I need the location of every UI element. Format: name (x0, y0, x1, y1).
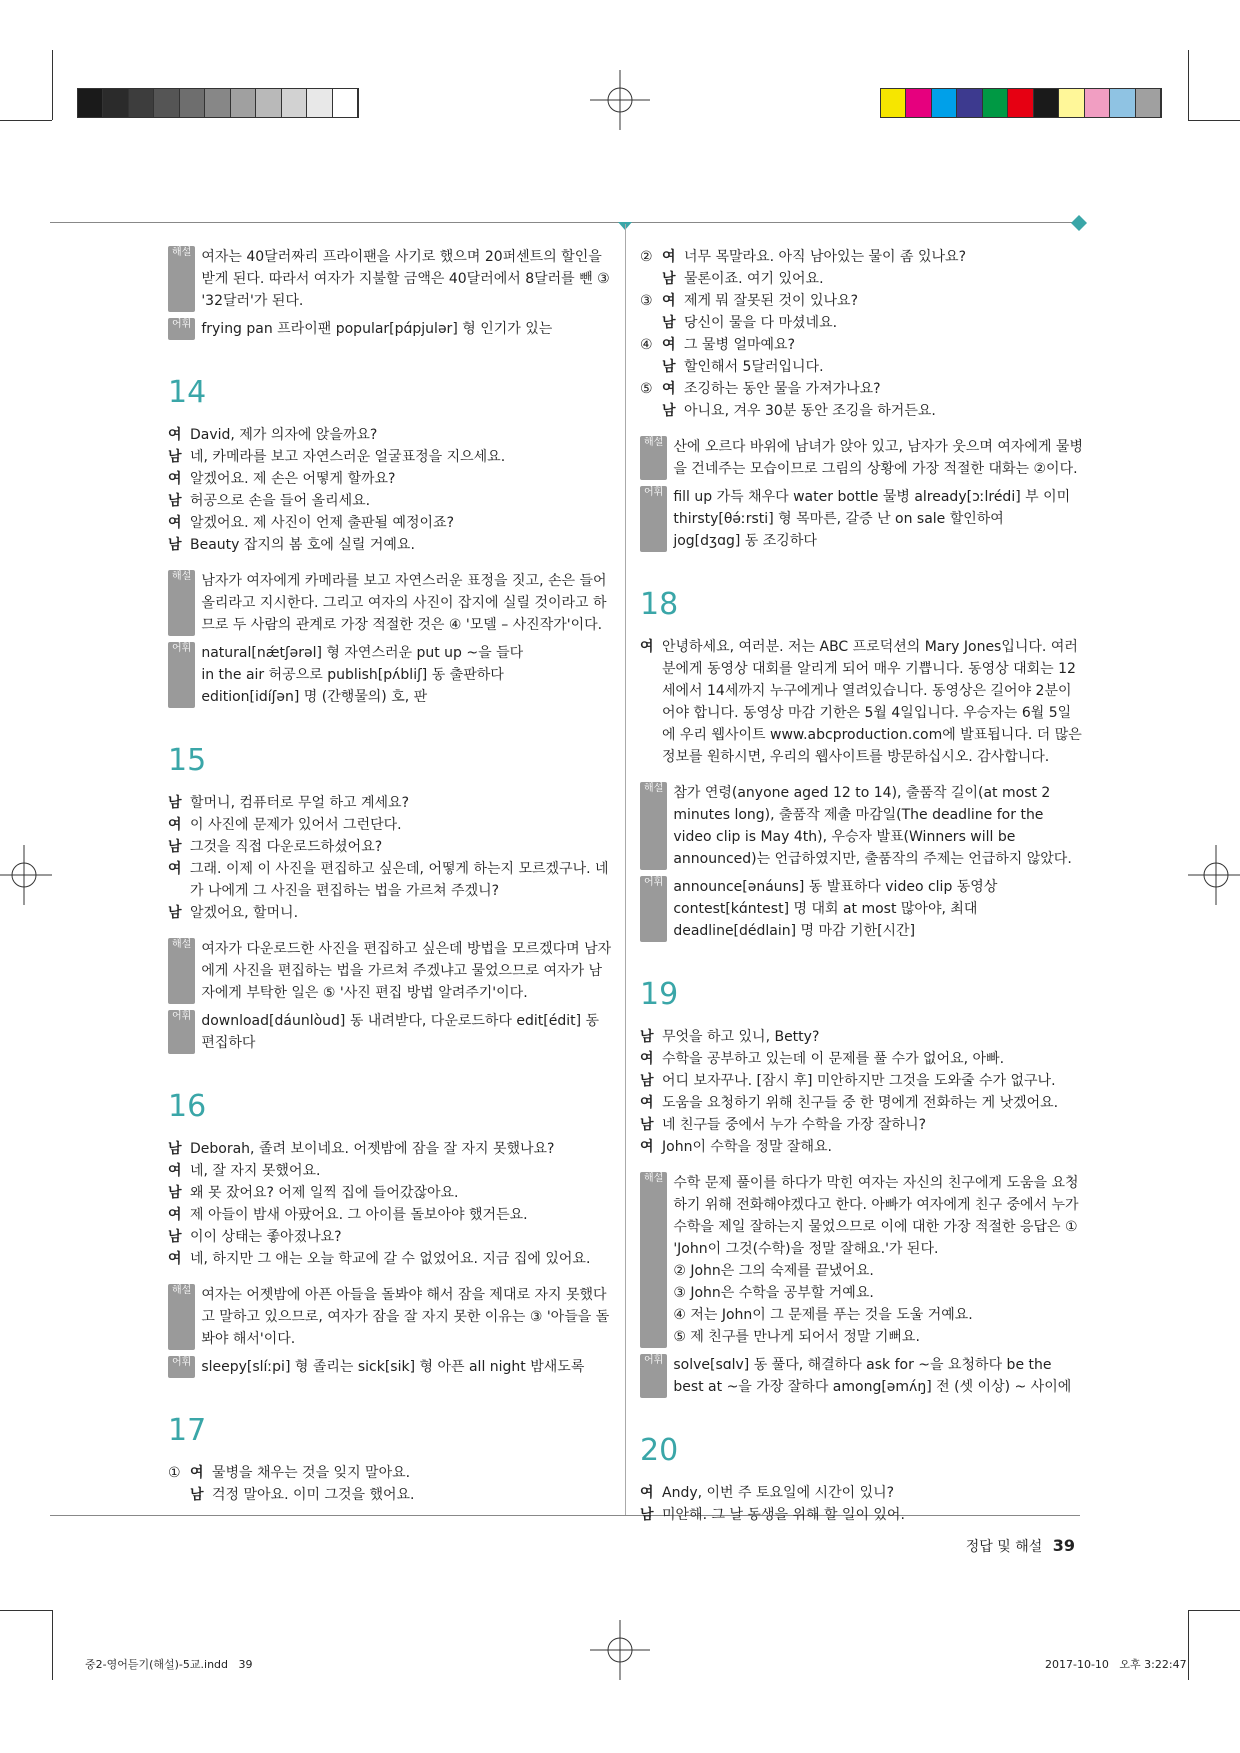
speaker: 여 (168, 471, 182, 487)
color-swatch (256, 89, 281, 117)
line-text: 제게 뭐 잘못된 것이 있나요? (684, 293, 858, 309)
question-number: 17 (168, 1413, 207, 1448)
speaker: 남 (640, 1507, 654, 1523)
line-text: 네, 잘 자지 못했어요. (190, 1163, 321, 1179)
explanation-block (168, 246, 612, 312)
explanation-tag: 해설 (640, 782, 667, 870)
dialogue-line (168, 1204, 612, 1226)
dialogue-line (168, 836, 612, 858)
dialogue (168, 424, 612, 556)
line-text: 도움을 요청하기 위해 친구들 중 한 명에게 전화하는 게 낫겠어요. (662, 1095, 1059, 1111)
explanation-text: 여자는 40달러짜리 프라이팬을 사기로 했으며 20퍼센트의 할인을 받게 된다. 따라서 여자가 지불할 금액은 40달러에서 8달러를 뺀 ③ '32달러'가 된다. (201, 249, 610, 309)
speaker: 남 (640, 1029, 654, 1045)
line-text: John이 수학을 정말 잘해요. (662, 1139, 832, 1155)
speaker: 여 (662, 293, 676, 309)
vocab-tag: 어휘 (640, 1354, 667, 1398)
vocab-line: jog[dʒɑg] 동 조깅하다 (673, 533, 817, 549)
line-text: 물론이죠. 여기 있어요. (684, 271, 824, 287)
choice-number (640, 312, 662, 334)
vocab-block (640, 486, 1084, 552)
dialogue-line (640, 1504, 1084, 1526)
color-swatch (1110, 89, 1135, 117)
line-text: 제 아들이 밤새 아팠어요. 그 아이를 돌보아야 했거든요. (190, 1207, 528, 1223)
vocab-text: frying pan 프라이팬 popular[pɑ́pjulər] 형 인기가 있는 (201, 321, 553, 337)
color-swatch (1034, 89, 1059, 117)
choice-number: ① (168, 1465, 181, 1481)
line-text: 할인해서 5달러입니다. (684, 359, 824, 375)
registration-mark-right (1188, 845, 1240, 905)
speaker: 남 (662, 403, 676, 419)
option-line: ④ 저는 John이 그 문제를 푸는 것을 도울 거예요. (673, 1307, 973, 1323)
dialogue (168, 1462, 612, 1506)
question-number: 19 (640, 977, 679, 1012)
choice-number (640, 356, 662, 378)
line-text: 네, 카메라를 보고 자연스러운 얼굴표정을 지으세요. (190, 449, 506, 465)
line-text: David, 제가 의자에 앉을까요? (190, 427, 378, 443)
line-text: 허공으로 손을 들어 올리세요. (190, 493, 371, 509)
speaker: 남 (168, 493, 182, 509)
explanation-text: 수학 문제 풀이를 하다가 막힌 여자는 자신의 친구에게 도움을 요청하기 위해 전화해야겠다고 한다. 아빠가 여자에게 친구 중에서 누가 수학을 제일 잘하는지 물었으므로 이에 대한 가장 적절한 응답은 ① 'John이 그것(수학)을 정말 잘해요.'가 된다. (673, 1175, 1079, 1257)
line-text: 그래. 이제 이 사진을 편집하고 싶은데, 어떻게 하는지 모르겠구나. 네가 나에게 그 사진을 편집하는 법을 가르쳐 주겠니? (190, 861, 609, 899)
speech-line (640, 636, 1084, 768)
explanation-block (168, 1284, 612, 1350)
explanation-block (640, 436, 1084, 480)
line-text: 아니요, 겨우 30분 동안 조깅을 하거든요. (684, 403, 936, 419)
explanation-text: 여자가 다운로드한 사진을 편집하고 싶은데 방법을 모르겠다며 남자에게 사진을 편집하는 법을 가르쳐 주겠냐고 물었으므로 여자가 남자에게 부탁한 일은 ⑤ '사진 편집 방법 알려주기'이다. (201, 941, 612, 1001)
dialogue-line (168, 1226, 612, 1248)
color-swatch (307, 89, 332, 117)
question-number: 15 (168, 743, 207, 778)
speaker: 여 (168, 861, 182, 877)
speaker: 남 (640, 1073, 654, 1089)
speaker: 남 (640, 1117, 654, 1133)
dialogue-line (640, 246, 1084, 268)
dialogue (168, 1138, 612, 1270)
top-rule (50, 222, 1080, 223)
line-text: 그 물병 얼마예요? (684, 337, 795, 353)
color-swatch (1059, 89, 1084, 117)
option-line: ⑤ 제 친구를 만나게 되어서 정말 기뻐요. (673, 1329, 920, 1345)
speaker: 여 (168, 1207, 182, 1223)
speaker: 여 (168, 1251, 182, 1267)
line-text: 어디 보자꾸나. [잠시 후] 미안하지만 그것을 도와줄 수가 없구나. (662, 1073, 1056, 1089)
speaker: 여 (662, 337, 676, 353)
speaker: 여 (662, 381, 676, 397)
line-text: Andy, 이번 주 토요일에 시간이 있니? (662, 1485, 895, 1501)
vocab-line: in the air 허공으로 publish[pʌ́bliʃ] 동 출판하다 (201, 667, 504, 683)
color-swatch (282, 89, 307, 117)
line-text: 알겠어요, 할머니. (190, 905, 299, 921)
choice-number (640, 268, 662, 290)
explanation-block (168, 938, 612, 1004)
question-number: 18 (640, 587, 679, 622)
slug-timestamp: 2017-10-10 오후 3:22:47 (1045, 1658, 1187, 1671)
dialogue-line (640, 290, 1084, 312)
dialogue (640, 246, 1084, 422)
vocab-tag: 어휘 (168, 642, 195, 708)
color-swatch (983, 89, 1008, 117)
speaker: 남 (168, 1185, 182, 1201)
speaker: 남 (662, 359, 676, 375)
speaker: 여 (640, 1095, 654, 1111)
vocab-line: thirsty[θə́ːrsti] 형 목마른, 갈증 난 on sale 할인하여 (673, 511, 1004, 527)
line-text: 너무 목말라요. 아직 남아있는 물이 좀 있나요? (684, 249, 967, 265)
dialogue (168, 792, 612, 924)
explanation-tag: 해설 (168, 1284, 195, 1350)
column-divider (625, 224, 626, 1515)
color-swatch (129, 89, 154, 117)
line-text: 이 사진에 문제가 있어서 그런단다. (190, 817, 402, 833)
slug-filename: 중2-영어듣기(해설)-5교.indd 39 (85, 1658, 253, 1671)
vocab-block (168, 318, 612, 340)
question-number: 20 (640, 1433, 679, 1468)
speaker: 남 (168, 449, 182, 465)
dialogue-line (168, 902, 612, 924)
vocab-tag: 어휘 (640, 876, 667, 942)
dialogue-line (168, 1160, 612, 1182)
cmyk-color-bar (880, 88, 1162, 118)
line-text: 무엇을 하고 있니, Betty? (662, 1029, 820, 1045)
dialogue-line (640, 334, 1084, 356)
choice-number: ④ (640, 337, 653, 353)
dialogue-line (640, 1136, 1084, 1158)
speaker: 남 (168, 537, 182, 553)
explanation-block (168, 570, 612, 636)
speaker: 남 (168, 839, 182, 855)
explanation-tag: 해설 (640, 1172, 667, 1348)
vocab-line: edition[idíʃən] 명 (간행물의) 호, 판 (201, 689, 428, 705)
line-text: Beauty 잡지의 봄 호에 실릴 거예요. (190, 537, 415, 553)
vocab-line: 편집하다 (201, 1035, 256, 1051)
speaker: 여 (662, 249, 676, 265)
option-line: ② John은 그의 숙제를 끝냈어요. (673, 1263, 874, 1279)
dialogue-line (168, 490, 612, 512)
vocab-tag: 어휘 (168, 318, 195, 340)
color-swatch (205, 89, 230, 117)
speaker: 여 (168, 427, 182, 443)
choice-number (640, 400, 662, 422)
dialogue-line (168, 1182, 612, 1204)
vocab-line: fill up 가득 채우다 water bottle 물병 already[ɔːlrédi] 부 이미 (673, 489, 1071, 505)
vocab-block (640, 876, 1084, 942)
dialogue-line (168, 468, 612, 490)
line-text: 왜 못 잤어요? 어제 일찍 집에 들어갔잖아요. (190, 1185, 459, 1201)
vocab-block (168, 1010, 612, 1054)
color-swatch (333, 89, 358, 117)
speaker: 여 (168, 515, 182, 531)
color-swatch (881, 89, 906, 117)
vocab-block (640, 1354, 1084, 1398)
speaker: 남 (662, 271, 676, 287)
line-text: 알겠어요. 제 사진이 언제 출판될 예정이죠? (190, 515, 455, 531)
explanation-tag: 해설 (168, 570, 195, 636)
dialogue-line (168, 1462, 612, 1484)
line-text: Deborah, 졸려 보이네요. 어젯밤에 잠을 잘 자지 못했나요? (190, 1141, 555, 1157)
speaker: 여 (168, 1163, 182, 1179)
color-swatch (906, 89, 931, 117)
line-text: 이이 상태는 좋아졌나요? (190, 1229, 342, 1245)
choice-number: ③ (640, 293, 653, 309)
explanation-text: 산에 오르다 바위에 남녀가 앉아 있고, 남자가 웃으며 여자에게 물병을 건네주는 모습이므로 그림의 상황에 가장 적절한 대화는 ②이다. (673, 439, 1083, 477)
speaker: 여 (190, 1465, 204, 1481)
speaker: 여 (640, 1139, 654, 1155)
line-text: 미안해. 그 날 동생을 위해 할 일이 있어. (662, 1507, 905, 1523)
explanation-tag: 해설 (168, 246, 195, 312)
choice-number: ⑤ (640, 381, 653, 397)
left-column (168, 246, 612, 1506)
vocab-line: solve[sɑlv] 동 풀다, 해결하다 ask for ~을 요청하다 be the (673, 1357, 1052, 1373)
vocab-line: announce[ənáuns] 동 발표하다 video clip 동영상 (673, 879, 998, 895)
footer-label: 정답 및 해설 (965, 1539, 1043, 1555)
dialogue (640, 1482, 1084, 1526)
speaker: 남 (168, 905, 182, 921)
vocab-line: sleepy[slíːpi] 형 졸리는 sick[sik] 형 아픈 all night 밤새도록 (201, 1359, 585, 1375)
color-swatch (231, 89, 256, 117)
line-text: 걱정 말아요. 이미 그것을 했어요. (212, 1487, 415, 1503)
explanation-text: 참가 연령(anyone aged 12 to 14), 출품작 길이(at most 2 minutes long), 출품작 제출 마감일(The deadline for the video clip is May 4th), 우승자 발표(Winners will be announced)는 언급하였지만, 출품작의 주제는 언급하지 않았다. (673, 785, 1072, 867)
line-text: 할머니, 컴퓨터로 무얼 하고 계세요? (190, 795, 410, 811)
registration-mark-left (0, 845, 52, 905)
right-column (640, 246, 1084, 1526)
explanation-tag: 해설 (168, 938, 195, 1004)
dialogue-line (168, 814, 612, 836)
color-swatch (1008, 89, 1033, 117)
dialogue-line (640, 1114, 1084, 1136)
color-swatch (932, 89, 957, 117)
color-swatch (1085, 89, 1110, 117)
vocab-line: best at ~을 가장 잘하다 among[əmʌ́ŋ] 전 (셋 이상) ~ 사이에 (673, 1379, 1072, 1395)
registration-mark-bottom (590, 1620, 650, 1680)
speaker: 남 (168, 795, 182, 811)
speaker: 여 (640, 639, 654, 655)
explanation-tag: 해설 (640, 436, 667, 480)
line-text: 당신이 물을 다 마셨네요. (684, 315, 838, 331)
explanation-block (640, 782, 1084, 870)
vocab-block (168, 1356, 612, 1378)
dialogue-line (168, 424, 612, 446)
gray-color-bar (77, 88, 359, 118)
dialogue-line (640, 1048, 1084, 1070)
speech-text: 안녕하세요, 여러분. 저는 ABC 프로덕션의 Mary Jones입니다. 여러분에게 동영상 대회를 알리게 되어 매우 기쁩니다. 동영상 대회는 12세에서 14세까지 누구에게나 열려있습니다. 동영상은 길어야 2분이어야 합니다. 동영상 마감 기한은 5월 4일입니다. 우승자는 6월 5일에 우리 웹사이트 www.abcproduction.com에 발표됩니다. 더 많은 정보를 원하시면, 우리의 웹사이트를 방문하십시오. 감사합니다. (662, 639, 1082, 765)
dialogue-line (168, 792, 612, 814)
vocab-tag: 어휘 (168, 1010, 195, 1054)
line-text: 수학을 공부하고 있는데 이 문제를 풀 수가 없어요, 아빠. (662, 1051, 1005, 1067)
vocab-line: natural[nǽtʃərəl] 형 자연스러운 put up ~을 들다 (201, 645, 524, 661)
line-text: 네 친구들 중에서 누가 수학을 가장 잘하니? (662, 1117, 927, 1133)
line-text: 네, 하지만 그 애는 오늘 학교에 갈 수 없었어요. 지금 집에 있어요. (190, 1251, 591, 1267)
dialogue-line (640, 356, 1084, 378)
dialogue-line (168, 512, 612, 534)
color-swatch (103, 89, 128, 117)
top-rule-diamond-icon (1071, 215, 1087, 231)
page-footer (966, 1536, 1075, 1556)
color-swatch (78, 89, 103, 117)
dialogue-line (640, 312, 1084, 334)
page-number: 39 (1052, 1536, 1075, 1555)
explanation-text: 남자가 여자에게 카메라를 보고 자연스러운 표정을 짓고, 손은 들어 올리라고 지시한다. 그리고 여자의 사진이 잡지에 실릴 것이라고 하므로 두 사람의 관계로 가장 적절한 것은 ④ '모델 – 사진작가'이다. (201, 573, 607, 633)
speaker: 여 (640, 1485, 654, 1501)
dialogue-line (168, 446, 612, 468)
speaker: 남 (168, 1229, 182, 1245)
dialogue-line (640, 268, 1084, 290)
explanation-block (640, 1172, 1084, 1348)
dialogue-line (640, 1070, 1084, 1092)
line-text: 물병을 채우는 것을 잊지 말아요. (212, 1465, 411, 1481)
dialogue-line (168, 858, 612, 902)
speaker: 남 (168, 1141, 182, 1157)
vocab-tag: 어휘 (168, 1356, 195, 1378)
line-text: 알겠어요. 제 손은 어떻게 할까요? (190, 471, 396, 487)
dialogue-line (640, 400, 1084, 422)
vocab-tag: 어휘 (640, 486, 667, 552)
choice-number: ② (640, 249, 653, 265)
speaker: 여 (640, 1051, 654, 1067)
dialogue-line (640, 1482, 1084, 1504)
explanation-text: 여자는 어젯밤에 아픈 아들을 돌봐야 해서 잠을 제대로 자지 못했다고 말하고 있으므로, 여자가 잠을 잘 자지 못한 이유는 ③ '아들을 돌봐야 해서'이다. (201, 1287, 610, 1347)
question-number: 16 (168, 1089, 207, 1124)
speaker: 여 (168, 817, 182, 833)
dialogue-line (640, 1026, 1084, 1048)
option-line: ③ John은 수학을 공부할 거예요. (673, 1285, 874, 1301)
line-text: 조깅하는 동안 물을 가져가나요? (684, 381, 881, 397)
vocab-block (168, 642, 612, 708)
vocab-line: contest[kɑ́ntest] 명 대회 at most 많아야, 최대 (673, 901, 978, 917)
color-swatch (1136, 89, 1161, 117)
dialogue-line (168, 1248, 612, 1270)
dialogue-line (168, 1484, 612, 1506)
vocab-line: deadline[dédlain] 명 마감 기한[시간] (673, 923, 916, 939)
color-swatch (957, 89, 982, 117)
dialogue (640, 1026, 1084, 1158)
vocab-line: download[dáunlòud] 동 내려받다, 다운로드하다 edit[édit] 동 (201, 1013, 600, 1029)
color-swatch (154, 89, 179, 117)
dialogue-line (640, 1092, 1084, 1114)
choice-number (168, 1484, 190, 1506)
dialogue-line (640, 378, 1084, 400)
speaker: 남 (190, 1487, 204, 1503)
speaker: 남 (662, 315, 676, 331)
question-number: 14 (168, 375, 207, 410)
dialogue-line (168, 534, 612, 556)
color-swatch (180, 89, 205, 117)
dialogue-line (168, 1138, 612, 1160)
registration-mark-top (590, 70, 650, 130)
line-text: 그것을 직접 다운로드하셨어요? (190, 839, 383, 855)
